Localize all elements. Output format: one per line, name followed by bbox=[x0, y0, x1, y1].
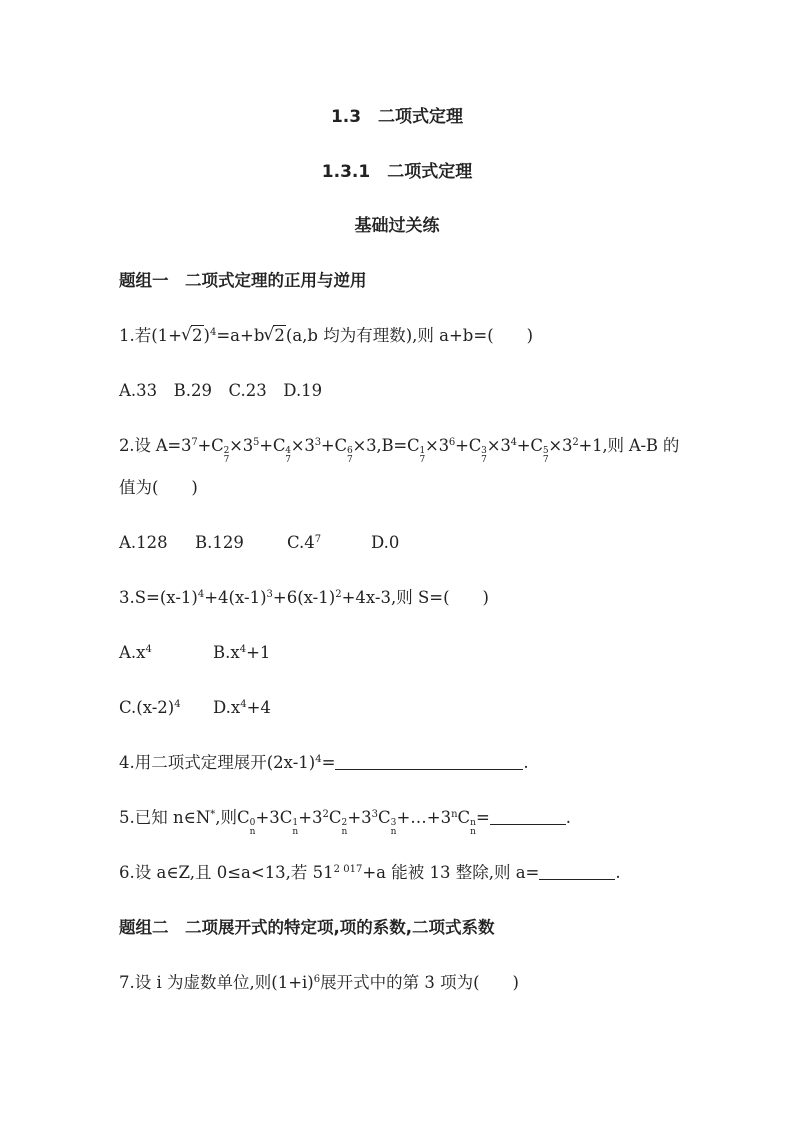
q3-option-b-base: B.x bbox=[213, 643, 240, 662]
q3-option-c bbox=[119, 697, 213, 719]
q1-prefix: 1.若(1+ bbox=[119, 326, 183, 345]
q2-part-j: ×3 bbox=[486, 436, 511, 455]
q7-exp: 6 bbox=[313, 974, 321, 985]
q3-exp-4: 4 bbox=[197, 589, 205, 600]
comb-sup: 1 bbox=[292, 818, 299, 828]
q5-end: . bbox=[565, 808, 572, 827]
q3-part-d: +4x-3,则 S=( ) bbox=[341, 588, 489, 607]
comb-sub: n bbox=[292, 827, 299, 837]
comb-sub: 7 bbox=[542, 455, 549, 465]
q3-option-a-base: A.x bbox=[119, 643, 146, 662]
q2-exp-7: 7 bbox=[191, 437, 198, 448]
q3-option-d-exp: 4 bbox=[240, 699, 247, 710]
group-1-heading: 题组一 二项式定理的正用与逆用 bbox=[119, 271, 367, 290]
question-6 bbox=[119, 862, 694, 884]
q2-option-b: B.129 bbox=[195, 533, 244, 552]
comb-sup: 2 bbox=[223, 446, 230, 456]
q2-exp-5: 5 bbox=[253, 437, 260, 448]
q6-part-b: +a 能被 13 整除,则 a= bbox=[362, 863, 540, 882]
q3-options-row-2 bbox=[119, 697, 694, 719]
q3-option-c-base: C.(x-2) bbox=[119, 698, 175, 717]
group-2-heading: 题组二 二项展开式的特定项,项的系数,二项式系数 bbox=[119, 918, 495, 937]
q1-options: A.33 B.29 C.23 D.19 bbox=[119, 381, 323, 400]
q6-part-a: 6.设 a∈Z,且 0≤a<13,若 51 bbox=[119, 863, 334, 882]
q6-answer-blank[interactable] bbox=[539, 864, 615, 880]
q2-part-i: +C bbox=[455, 436, 482, 455]
q5-part-c: +3C bbox=[255, 808, 293, 827]
q2-option-c bbox=[287, 532, 371, 554]
q3-options-row-1 bbox=[119, 642, 694, 664]
comb-sup: 0 bbox=[249, 818, 256, 828]
comb-sub: 7 bbox=[285, 455, 291, 465]
q2-part-c: ×3 bbox=[229, 436, 254, 455]
question-5 bbox=[119, 807, 694, 837]
q2-option-c-exp: 7 bbox=[314, 534, 322, 545]
question-2-line-2: 值为( ) bbox=[119, 478, 198, 497]
q5-c-n: C bbox=[457, 808, 471, 827]
q7-part-a: 7.设 i 为虚数单位,则(1+i) bbox=[119, 973, 314, 992]
question-2-line-1 bbox=[119, 435, 694, 465]
comb-sub: n bbox=[249, 827, 256, 837]
q3-option-b bbox=[213, 642, 270, 664]
q5-pow-3: 3 bbox=[371, 809, 379, 820]
q5-part-e: +3 bbox=[347, 808, 372, 827]
q4-part-b: = bbox=[321, 753, 336, 772]
q5-part-f: +…+3 bbox=[396, 808, 452, 827]
comb-sub: 7 bbox=[481, 455, 487, 465]
sqrt-symbol-2 bbox=[264, 325, 286, 347]
q3-part-a: 3.S=(x-1) bbox=[119, 588, 198, 607]
q2-exp-3: 3 bbox=[314, 437, 321, 448]
comb-sub: 7 bbox=[346, 455, 353, 465]
q5-part-a: 5.已知 n∈N bbox=[119, 808, 211, 827]
q3-option-d bbox=[213, 697, 271, 719]
comb-sup: 3 bbox=[481, 446, 487, 456]
q2-part-k: +C bbox=[516, 436, 543, 455]
q2-exp-6: 6 bbox=[448, 437, 456, 448]
q2-exp-2: 2 bbox=[572, 437, 579, 448]
q2-option-d: D.0 bbox=[371, 533, 400, 552]
q5-answer-blank[interactable] bbox=[490, 809, 566, 825]
q2-part-m: +1,则 A-B 的 bbox=[578, 436, 680, 455]
subsection-title: 1.3.1 二项式定理 bbox=[321, 162, 473, 182]
q5-pow-n: n bbox=[451, 809, 458, 820]
q2-part-a: 2.设 A=3 bbox=[119, 436, 192, 455]
q4-part-a: 4.用二项式定理展开(2x-1) bbox=[119, 753, 316, 772]
q3-exp-2: 2 bbox=[335, 589, 342, 600]
q6-exp: 2 017 bbox=[333, 864, 363, 875]
q4-end: . bbox=[523, 753, 529, 772]
comb-sub: n bbox=[341, 827, 348, 837]
comb-sub: 7 bbox=[223, 455, 230, 465]
comb-sup: 4 bbox=[285, 446, 291, 456]
question-7 bbox=[119, 972, 694, 994]
q3-option-b-exp: 4 bbox=[239, 644, 247, 655]
q1-suffix: (a,b 均为有理数),则 a+b=( ) bbox=[285, 326, 534, 345]
comb-sup: 2 bbox=[341, 818, 348, 828]
q1-equation: =a+b bbox=[216, 326, 265, 345]
q2-exp-4: 4 bbox=[510, 437, 517, 448]
q2-part-d: +C bbox=[259, 436, 286, 455]
comb-sup: 6 bbox=[346, 446, 353, 456]
question-4 bbox=[119, 752, 694, 774]
q4-answer-blank[interactable] bbox=[335, 754, 523, 770]
q2-options bbox=[119, 532, 694, 554]
sqrt-symbol bbox=[182, 325, 204, 347]
q2-part-g: ×3,B=C bbox=[352, 436, 420, 455]
q5-c-3: C bbox=[378, 808, 391, 827]
comb-sup: 3 bbox=[390, 818, 397, 828]
q3-option-a bbox=[119, 642, 213, 664]
q1-exponent: 4 bbox=[209, 327, 217, 338]
q2-part-h: ×3 bbox=[424, 436, 449, 455]
comb-sub: n bbox=[390, 827, 397, 837]
q3-part-c: +6(x-1) bbox=[272, 588, 336, 607]
q3-option-b-tail: +1 bbox=[246, 643, 271, 662]
part-title: 基础过关练 bbox=[354, 216, 440, 236]
comb-sup: 1 bbox=[419, 446, 425, 456]
q2-option-a: A.128 bbox=[119, 533, 168, 552]
q5-pow-2: 2 bbox=[322, 809, 329, 820]
q3-option-a-exp: 4 bbox=[145, 644, 152, 655]
q3-option-d-tail: +4 bbox=[246, 698, 271, 717]
q5-part-d: +3 bbox=[298, 808, 323, 827]
section-title: 1.3 二项式定理 bbox=[330, 107, 464, 127]
q5-part-b: ,则C bbox=[215, 808, 250, 827]
q3-option-c-exp: 4 bbox=[174, 699, 181, 710]
comb-sub: 7 bbox=[419, 455, 425, 465]
question-3 bbox=[119, 587, 694, 609]
q3-exp-3: 3 bbox=[266, 589, 273, 600]
q5-equals: = bbox=[475, 808, 490, 827]
q5-star: * bbox=[210, 809, 216, 820]
q2-part-e: ×3 bbox=[290, 436, 315, 455]
q6-end: . bbox=[615, 863, 621, 882]
comb-sup: n bbox=[470, 818, 476, 828]
q3-part-b: +4(x-1) bbox=[204, 588, 267, 607]
q5-c-2: C bbox=[328, 808, 342, 827]
q7-part-b: 展开式中的第 3 项为( ) bbox=[320, 973, 519, 992]
q2-part-l: ×3 bbox=[548, 436, 573, 455]
q3-option-d-base: D.x bbox=[213, 698, 241, 717]
comb-sub: n bbox=[470, 827, 476, 837]
q4-exp-4: 4 bbox=[315, 754, 322, 765]
q2-part-f: +C bbox=[320, 436, 347, 455]
q1-radicand-1: 2 bbox=[192, 326, 203, 345]
q2-part-b: +C bbox=[197, 436, 224, 455]
q1-radicand-2: 2 bbox=[274, 326, 285, 345]
q1-close-paren: ) bbox=[203, 326, 210, 345]
q2-option-c-base: C.4 bbox=[287, 533, 315, 552]
question-1 bbox=[119, 325, 694, 347]
comb-sup: 5 bbox=[542, 446, 549, 456]
